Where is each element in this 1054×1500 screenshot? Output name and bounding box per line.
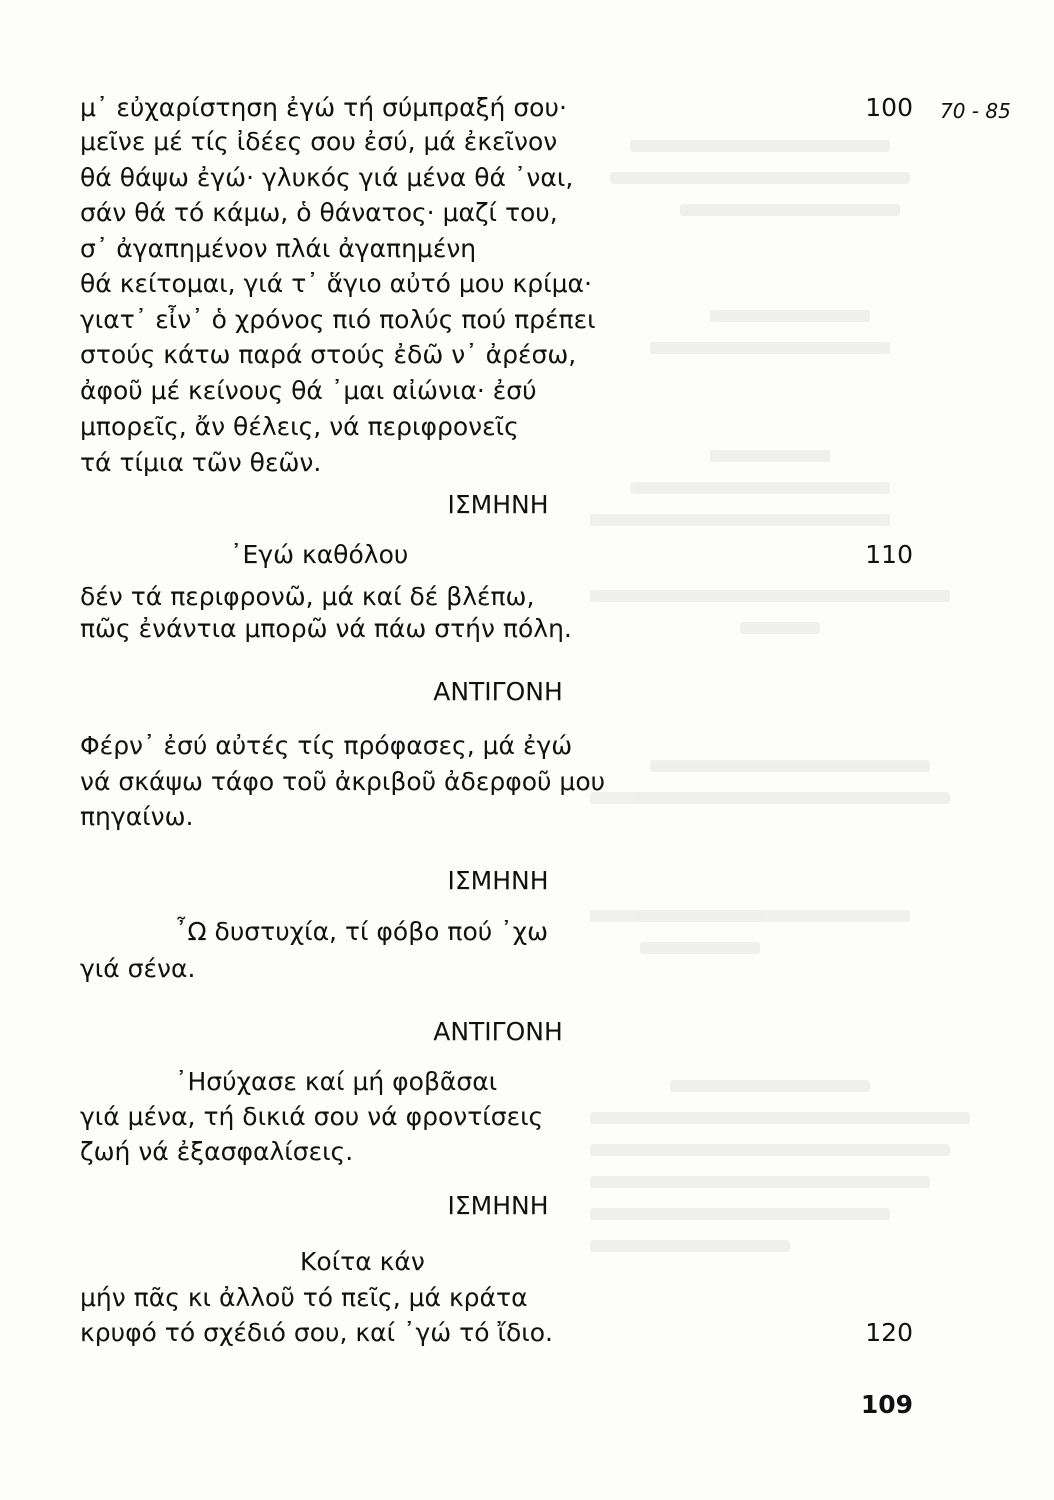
verse-line: σάν θά τό κάμω, ὁ θάνατος· μαζί του, [80, 198, 558, 227]
speaker-heading: ΙΣΜΗΝΗ [447, 1191, 549, 1220]
verse-line: γιατ᾿ εἶν᾿ ὁ χρόνος πιό πολύς πού πρέπει [80, 305, 596, 334]
verse-line: ἀφοῦ μέ κείνους θά ᾿μαι αἰώνια· ἐσύ [80, 376, 537, 405]
verse-line: γιά μένα, τή δικιά σου νά φροντίσεις [80, 1102, 544, 1131]
verse-line: δέν τά περιφρονῶ, μά καί δέ βλέπω, [80, 582, 535, 611]
verse-line: στούς κάτω παρά στούς ἐδῶ ν᾿ ἀρέσω, [80, 340, 577, 369]
line-number-100: 100 [865, 93, 913, 122]
verse-line: ζωή νά ἐξασφαλίσεις. [80, 1137, 354, 1166]
show-through-texture [590, 120, 1010, 1380]
speaker-heading: ΙΣΜΗΝΗ [447, 866, 549, 895]
page-number: 109 [860, 1390, 913, 1419]
verse-reference: 70 - 85 [940, 99, 1011, 123]
line-number-110: 110 [865, 540, 913, 569]
speaker-heading: ΑΝΤΙΓΟΝΗ [433, 677, 563, 706]
verse-line: κρυφό τό σχέδιό σου, καί ᾿γώ τό ἴδιο. [80, 1318, 553, 1347]
verse-line: Φέρν᾿ ἐσύ αὐτές τίς πρόφασες, μά ἐγώ [80, 731, 573, 760]
verse-line: τά τίμια τῶν θεῶν. [80, 448, 322, 477]
verse-line: θά κείτομαι, γιά τ᾿ ἅγιο αὐτό μου κρίμα· [80, 269, 592, 298]
verse-line: σ᾿ ἀγαπημένον πλάι ἀγαπημένη [80, 234, 477, 263]
verse-line: πηγαίνω. [80, 802, 194, 831]
verse-line: μ᾿ εὐχαρίστηση ἐγώ τή σύμπραξή σου· [80, 93, 567, 122]
line-number-120: 120 [865, 1318, 913, 1347]
verse-line: ᾿Ησύχασε καί μή φοβᾶσαι [175, 1067, 498, 1096]
verse-line: ᾿Εγώ καθόλου [230, 540, 409, 569]
verse-line: πῶς ἐνάντια μπορῶ νά πάω στήν πόλη. [80, 614, 572, 643]
verse-line: μπορεῖς, ἄν θέλεις, νά περιφρονεῖς [80, 412, 519, 441]
verse-line: γιά σένα. [80, 954, 196, 983]
speaker-heading: ΙΣΜΗΝΗ [447, 490, 549, 519]
verse-line: νά σκάψω τάφο τοῦ ἀκριβοῦ ἀδερφοῦ μου [80, 767, 606, 796]
verse-line: μεῖνε μέ τίς ἰδέες σου ἐσύ, μά ἐκεῖνον [80, 127, 558, 156]
verse-line: ῏Ω δυστυχία, τί φόβο πού ᾿χω [175, 917, 549, 946]
verse-line: θά θάψω ἐγώ· γλυκός γιά μένα θά ᾿ναι, [80, 163, 574, 192]
speaker-heading: ΑΝΤΙΓΟΝΗ [433, 1017, 563, 1046]
verse-line: Κοίτα κάν [300, 1247, 425, 1276]
verse-line: μήν πᾶς κι ἀλλοῦ τό πεῖς, μά κράτα [80, 1283, 528, 1312]
